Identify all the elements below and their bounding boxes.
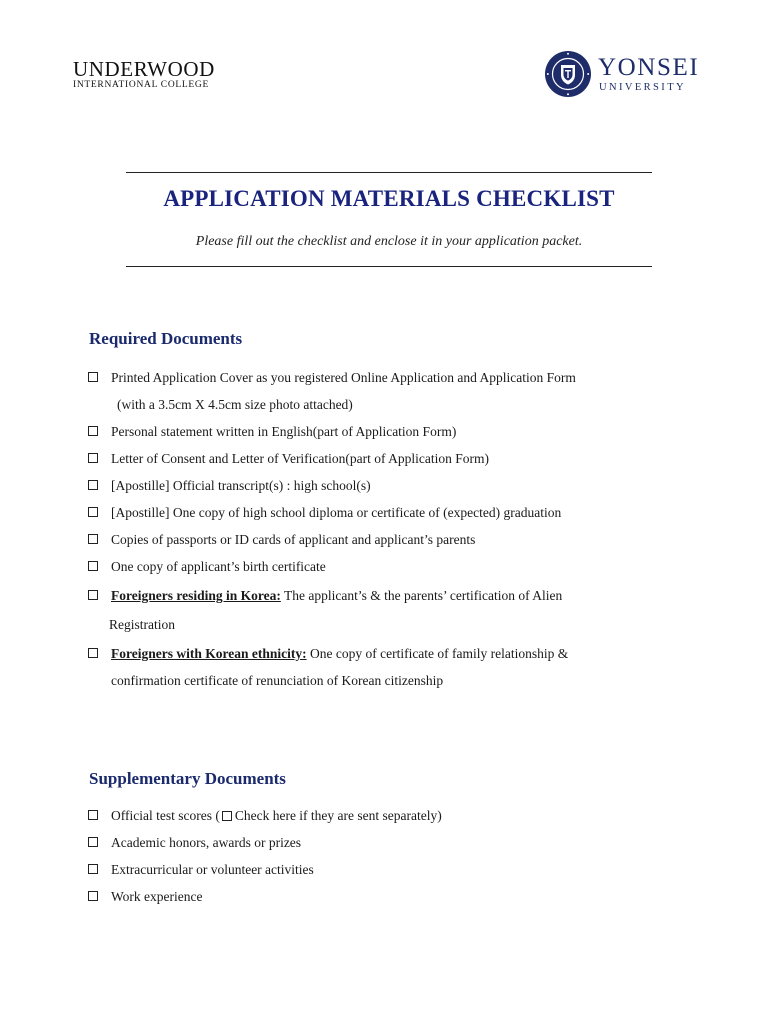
checklist-item-label: Copies of passports or ID cards of applicant and applicant’s parents	[111, 532, 476, 547]
checklist-item-label: Printed Application Cover as you registered Online Application and Application Form	[111, 370, 576, 385]
underwood-logo-subtitle: INTERNATIONAL COLLEGE	[73, 80, 209, 90]
checkbox[interactable]	[88, 810, 98, 820]
checkbox[interactable]	[88, 534, 98, 544]
checkbox[interactable]	[88, 372, 98, 382]
checklist-item-label: Work experience	[111, 889, 203, 904]
checkbox[interactable]	[88, 426, 98, 436]
checkbox[interactable]	[88, 864, 98, 874]
page-subtitle: Please fill out the checklist and enclose it in your application packet.	[195, 234, 583, 249]
checklist-item-label: Letter of Consent and Letter of Verification(part of Application Form)	[111, 451, 490, 466]
supplementary-documents-heading: Supplementary Documents	[89, 769, 286, 788]
checkbox[interactable]	[88, 891, 98, 901]
checklist-item-label: Extracurricular or volunteer activities	[111, 862, 314, 877]
checklist-item-label: The applicant’s & the parents’ certification of Alien	[280, 588, 563, 603]
checklist-item-label: Personal statement written in English(part of Application Form)	[111, 424, 457, 439]
checklist-item-lead: Foreigners residing in Korea:	[111, 588, 281, 603]
checklist-item-label: Official test scores (	[111, 808, 220, 823]
checklist-item-label: [Apostille] Official transcript(s) : high school(s)	[111, 478, 371, 493]
checklist-item-label: One copy of applicant’s birth certificate	[111, 559, 326, 574]
checklist-item-label: Academic honors, awards or prizes	[111, 835, 302, 850]
underwood-logo	[73, 59, 215, 91]
checkbox[interactable]	[88, 453, 98, 463]
checklist-item-lead: Foreigners with Korean ethnicity:	[111, 646, 307, 661]
checklist-item-continuation: Registration	[109, 617, 175, 632]
title-top-rule	[126, 172, 652, 173]
checkbox[interactable]	[88, 480, 98, 490]
checkbox[interactable]	[88, 590, 98, 600]
checkbox[interactable]	[88, 507, 98, 517]
checklist-item-label: [Apostille] One copy of high school diploma or certificate of (expected) graduation	[111, 505, 562, 520]
yonsei-emblem-icon	[544, 50, 592, 98]
underwood-logo-name: UNDERWOOD	[73, 57, 215, 81]
sent-separately-checkbox[interactable]	[222, 811, 232, 821]
checklist-item-continuation: (with a 3.5cm X 4.5cm size photo attached)	[117, 397, 353, 412]
yonsei-logo-name: YONSEI	[598, 54, 700, 81]
yonsei-logo-subtitle: UNIVERSITY	[599, 82, 686, 93]
page-title: APPLICATION MATERIALS CHECKLIST	[163, 186, 615, 211]
title-bottom-rule	[126, 266, 652, 267]
checklist-item-continuation: confirmation certificate of renunciation of Korean citizenship	[111, 673, 444, 688]
checkbox[interactable]	[88, 648, 98, 658]
checklist-item-label-suffix: Check here if they are sent separately)	[234, 808, 442, 823]
required-documents-heading: Required Documents	[89, 329, 243, 348]
checkbox[interactable]	[88, 837, 98, 847]
checkbox[interactable]	[88, 561, 98, 571]
checklist-item-label: One copy of certificate of family relationship &	[306, 646, 569, 661]
yonsei-logo	[544, 50, 704, 98]
